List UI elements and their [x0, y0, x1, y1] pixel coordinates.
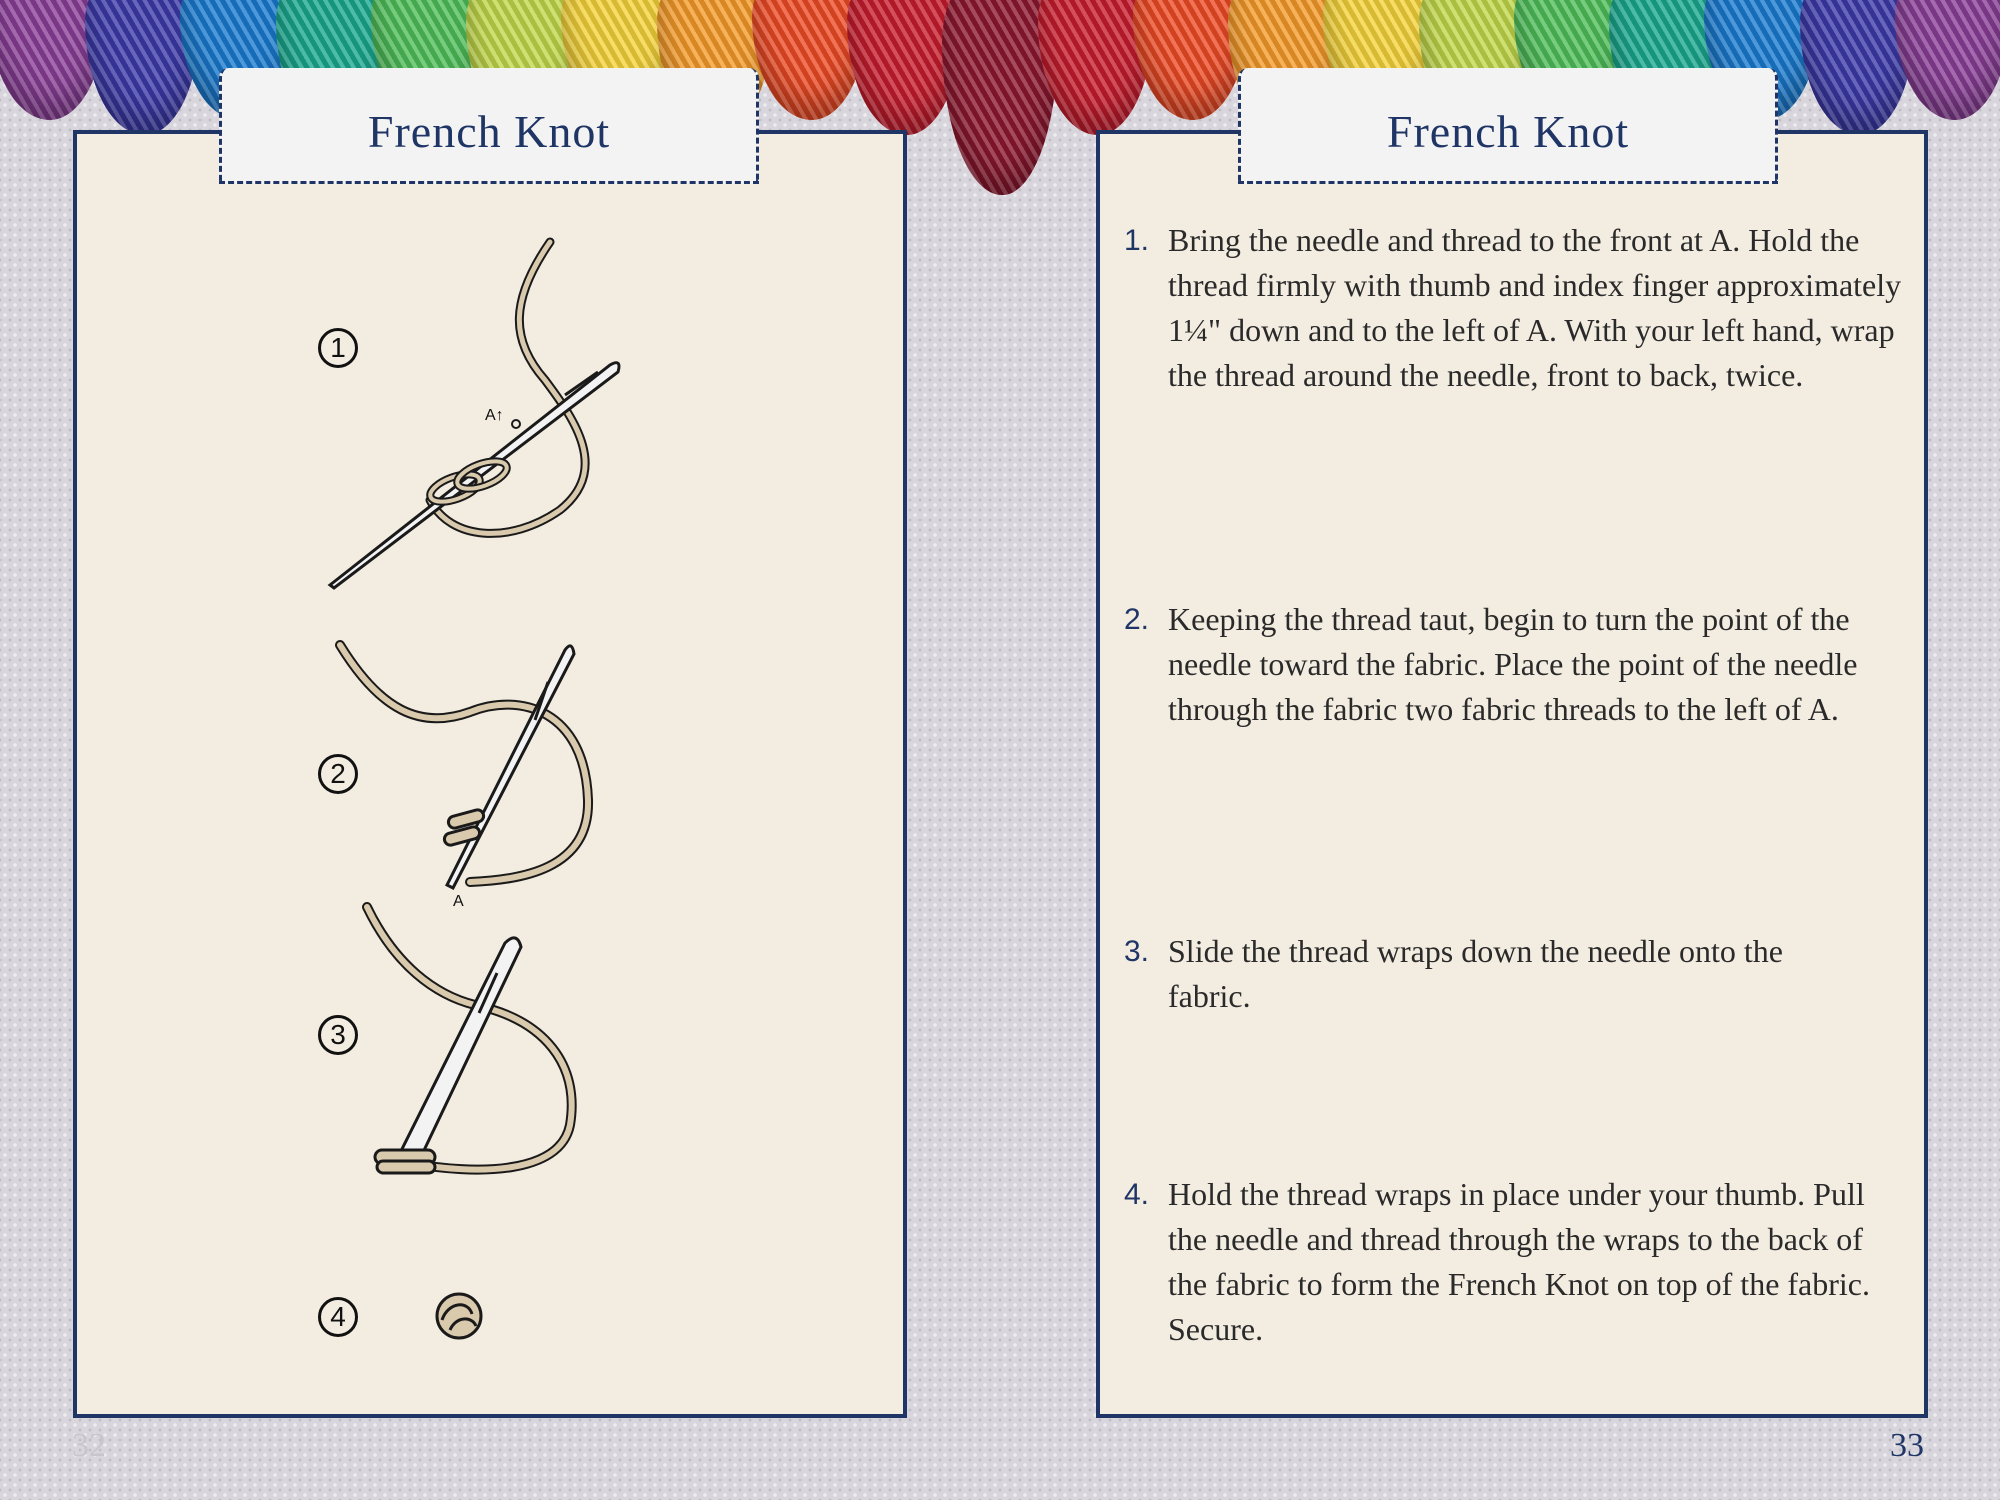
step-1-illustration: [310, 230, 640, 590]
instruction-step-1: [1124, 218, 1904, 398]
floss-skein: [1895, 0, 2000, 120]
instruction-text: Slide the thread wraps down the needle onto the fabric.: [1168, 933, 1783, 1014]
instruction-number: 1.: [1124, 224, 1150, 257]
instruction-number: 3.: [1124, 935, 1150, 968]
left-page-number: 32: [72, 1427, 106, 1464]
instruction-text: Bring the needle and thread to the front at A. Hold the thread firmly with thumb and index finger approximately 1¼" down and to the left of A. With your left hand, wrap the thread around the needle, front to back, twice.: [1168, 222, 1902, 393]
right-title-tab: [1238, 68, 1778, 184]
step-1-number: 1: [318, 328, 358, 368]
step-2-point-a-label: A: [453, 893, 464, 910]
instruction-step-3: [1124, 929, 1904, 1019]
instruction-number: 4.: [1124, 1178, 1150, 1211]
french-knot-icon: [432, 1290, 488, 1342]
step-1-point-a-label: A↑: [485, 407, 504, 424]
instruction-step-4: [1124, 1172, 1904, 1352]
step-4-number: 4: [318, 1297, 358, 1337]
instruction-number: 2.: [1124, 603, 1150, 636]
instruction-text: Hold the thread wraps in place under your thumb. Pull the needle and thread through the wraps to the back of the fabric to form the French Knot on top of the fabric. Secure.: [1168, 1176, 1870, 1347]
step-2-number: 2: [318, 754, 358, 794]
step-3-number: 3: [318, 1015, 358, 1055]
left-title-tab: [219, 68, 759, 184]
step-3-illustration: [355, 895, 595, 1185]
right-page-number: 33: [1890, 1427, 1924, 1464]
instruction-text: Keeping the thread taut, begin to turn the point of the needle toward the fabric. Place the point of the needle through the fabric two fabric threads to the left of A.: [1168, 601, 1858, 727]
instruction-step-2: [1124, 597, 1904, 732]
right-page-title: French Knot: [1386, 106, 1630, 157]
step-2-illustration: [320, 630, 610, 900]
left-page-title: French Knot: [367, 106, 611, 157]
